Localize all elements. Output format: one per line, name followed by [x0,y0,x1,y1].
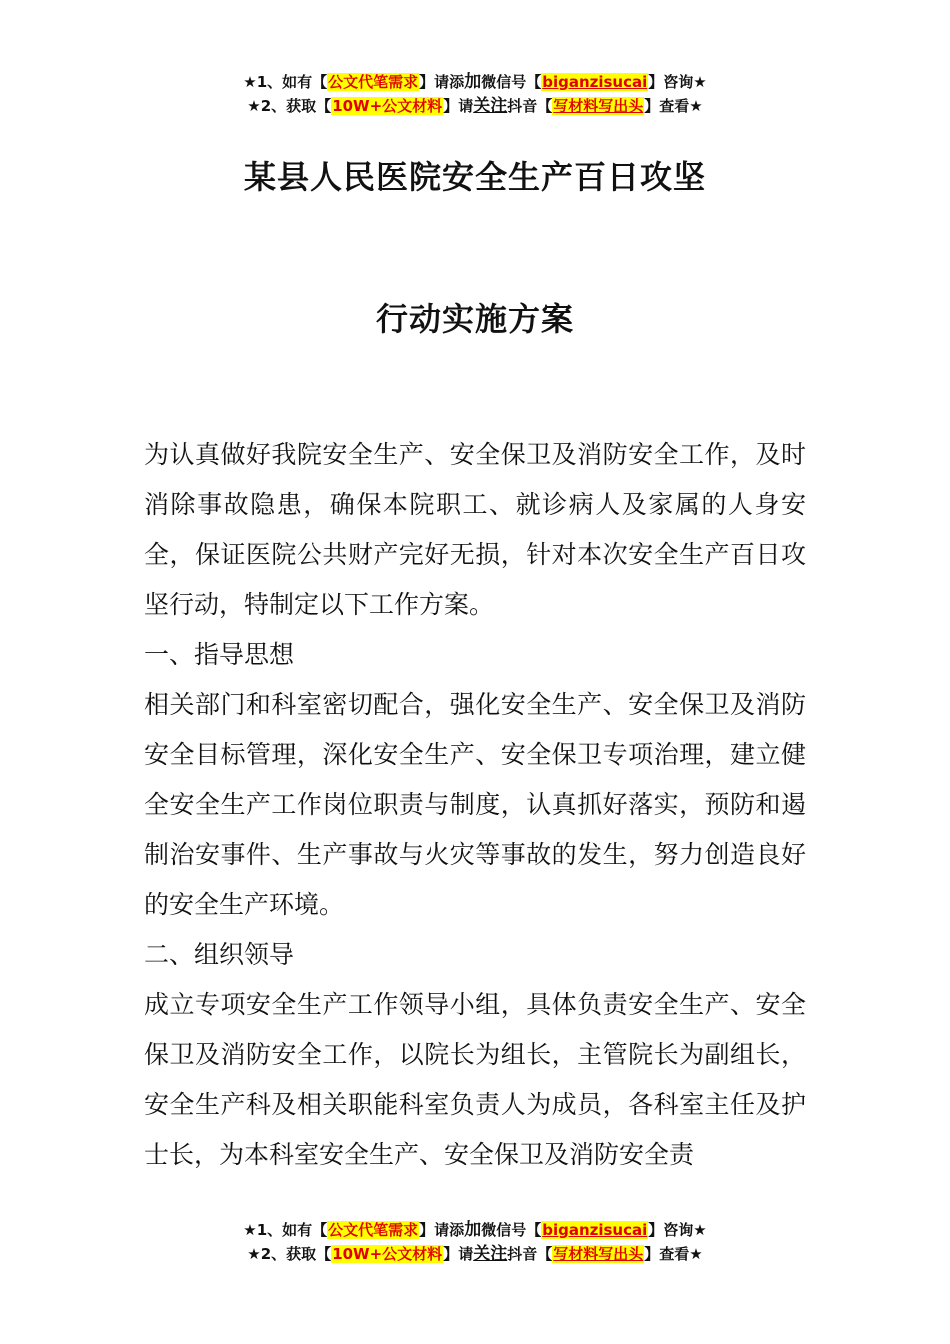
banner-text: 】请添 [419,73,465,91]
banner-emphasis: 关注 [473,1244,508,1264]
banner-highlight: 公文代笔需求 [328,1221,419,1239]
banner-wechat-id: biganzisucai [542,1221,648,1239]
header-banner [0,70,950,118]
banner-emphasis: 加 [464,1220,482,1240]
guiding-ideology-paragraph: 相关部门和科室密切配合，强化安全生产、安全保卫及消防安全目标管理，深化安全生产、安全保卫专项治理，建立健全安全生产工作岗位职责与制度，认真抓好落实，预防和遏制治安事件、生产事故与火灾等事故的发生，努力创造良好的安全生产环境。 [144,690,806,919]
banner-highlight: 10W+公文材料 [332,97,443,115]
footer-line-1 [0,1218,950,1242]
footer-banner [0,1218,950,1266]
banner-text: ★1、如有【 [243,1221,328,1239]
banner-douyin-id: 写材料写出头 [553,97,644,115]
banner-text: ★2、获取【 [247,97,332,115]
banner-text: 】请 [443,97,474,115]
banner-text: 】咨询★ [648,1221,707,1239]
intro-paragraph: 为认真做好我院安全生产、安全保卫及消防安全工作，及时消除事故隐患，确保本院职工、就诊病人及家属的人身安全，保证医院公共财产完好无损，针对本次安全生产百日攻坚行动，特制定以下工作方案。 [144,440,806,619]
document-title-line-1: 某县人民医院安全生产百日攻坚 [243,158,706,196]
banner-text: 微信号【 [481,1221,542,1239]
banner-text: ★2、获取【 [247,1245,332,1263]
banner-highlight: 公文代笔需求 [328,73,419,91]
banner-text: 微信号【 [481,73,542,91]
banner-wechat-id: biganzisucai [542,73,648,91]
banner-text: 抖音【 [507,97,553,115]
banner-line-2 [0,94,950,118]
section-heading-organization: 二、组织领导 [144,940,295,969]
banner-text: 】请添 [419,1221,465,1239]
banner-emphasis: 加 [464,72,482,92]
organization-paragraph: 成立专项安全生产工作领导小组，具体负责安全生产、安全保卫及消防安全工作，以院长为组长，主管院长为副组长，安全生产科及相关职能科室负责人为成员，各科室主任及护士长，为本科室安全生产、安全保卫及消防安全责 [144,990,806,1169]
banner-text: 抖音【 [507,1245,553,1263]
banner-text: 】查看★ [644,1245,703,1263]
banner-line-1 [0,70,950,94]
banner-text: ★1、如有【 [243,73,328,91]
banner-text: 】咨询★ [648,73,707,91]
document-body [144,430,806,1180]
banner-text: 】查看★ [644,97,703,115]
document-title-line-2: 行动实施方案 [375,300,574,338]
banner-douyin-id: 写材料写出头 [553,1245,644,1263]
banner-text: 】请 [443,1245,474,1263]
banner-emphasis: 关注 [473,96,508,116]
banner-highlight: 10W+公文材料 [332,1245,443,1263]
section-heading-guiding-ideology: 一、指导思想 [144,640,295,669]
footer-line-2 [0,1242,950,1266]
